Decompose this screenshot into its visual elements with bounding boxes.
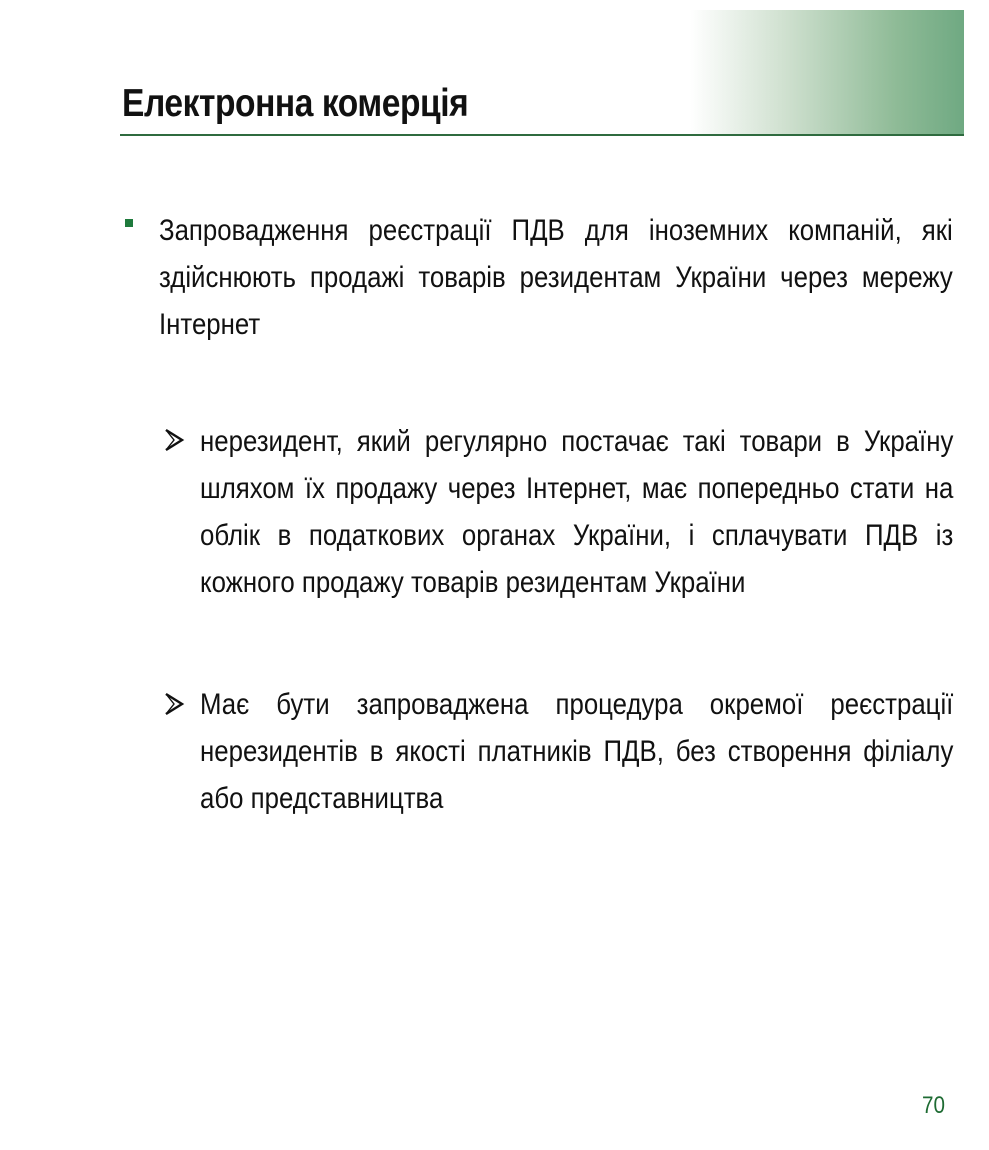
arrow-bullet-icon <box>163 692 185 716</box>
main-bullet-text <box>159 207 953 348</box>
sub-bullet-text-inner-2: Має бути запроваджена процедура окремої реєстрації нерезидентів в якості платників ПДВ, без створення філіалу або представництва <box>200 688 954 815</box>
slide-title: Електронна комерція <box>122 82 469 125</box>
arrow-bullet-icon <box>163 428 185 452</box>
sub-bullet-text <box>200 681 953 822</box>
square-bullet-icon <box>125 219 133 227</box>
sub-bullet-text-inner-1: нерезидент, який регулярно постачає такі товари в Україну шляхом їх продажу через Інтернет, має попередньо стати на облік в податкових органах України, і сплачувати ПДВ із кожного продажу товарів резидентам України <box>200 425 954 599</box>
page-number: 70 <box>922 1092 945 1119</box>
sub-bullet-text <box>200 418 953 606</box>
header-gradient-decoration <box>690 10 964 134</box>
main-bullet-text-inner: Запровадження реєстрації ПДВ для іноземних компаній, які здійснюють продажі товарів резидентам України через мережу Інтернет <box>159 214 953 341</box>
title-underline <box>120 134 964 136</box>
